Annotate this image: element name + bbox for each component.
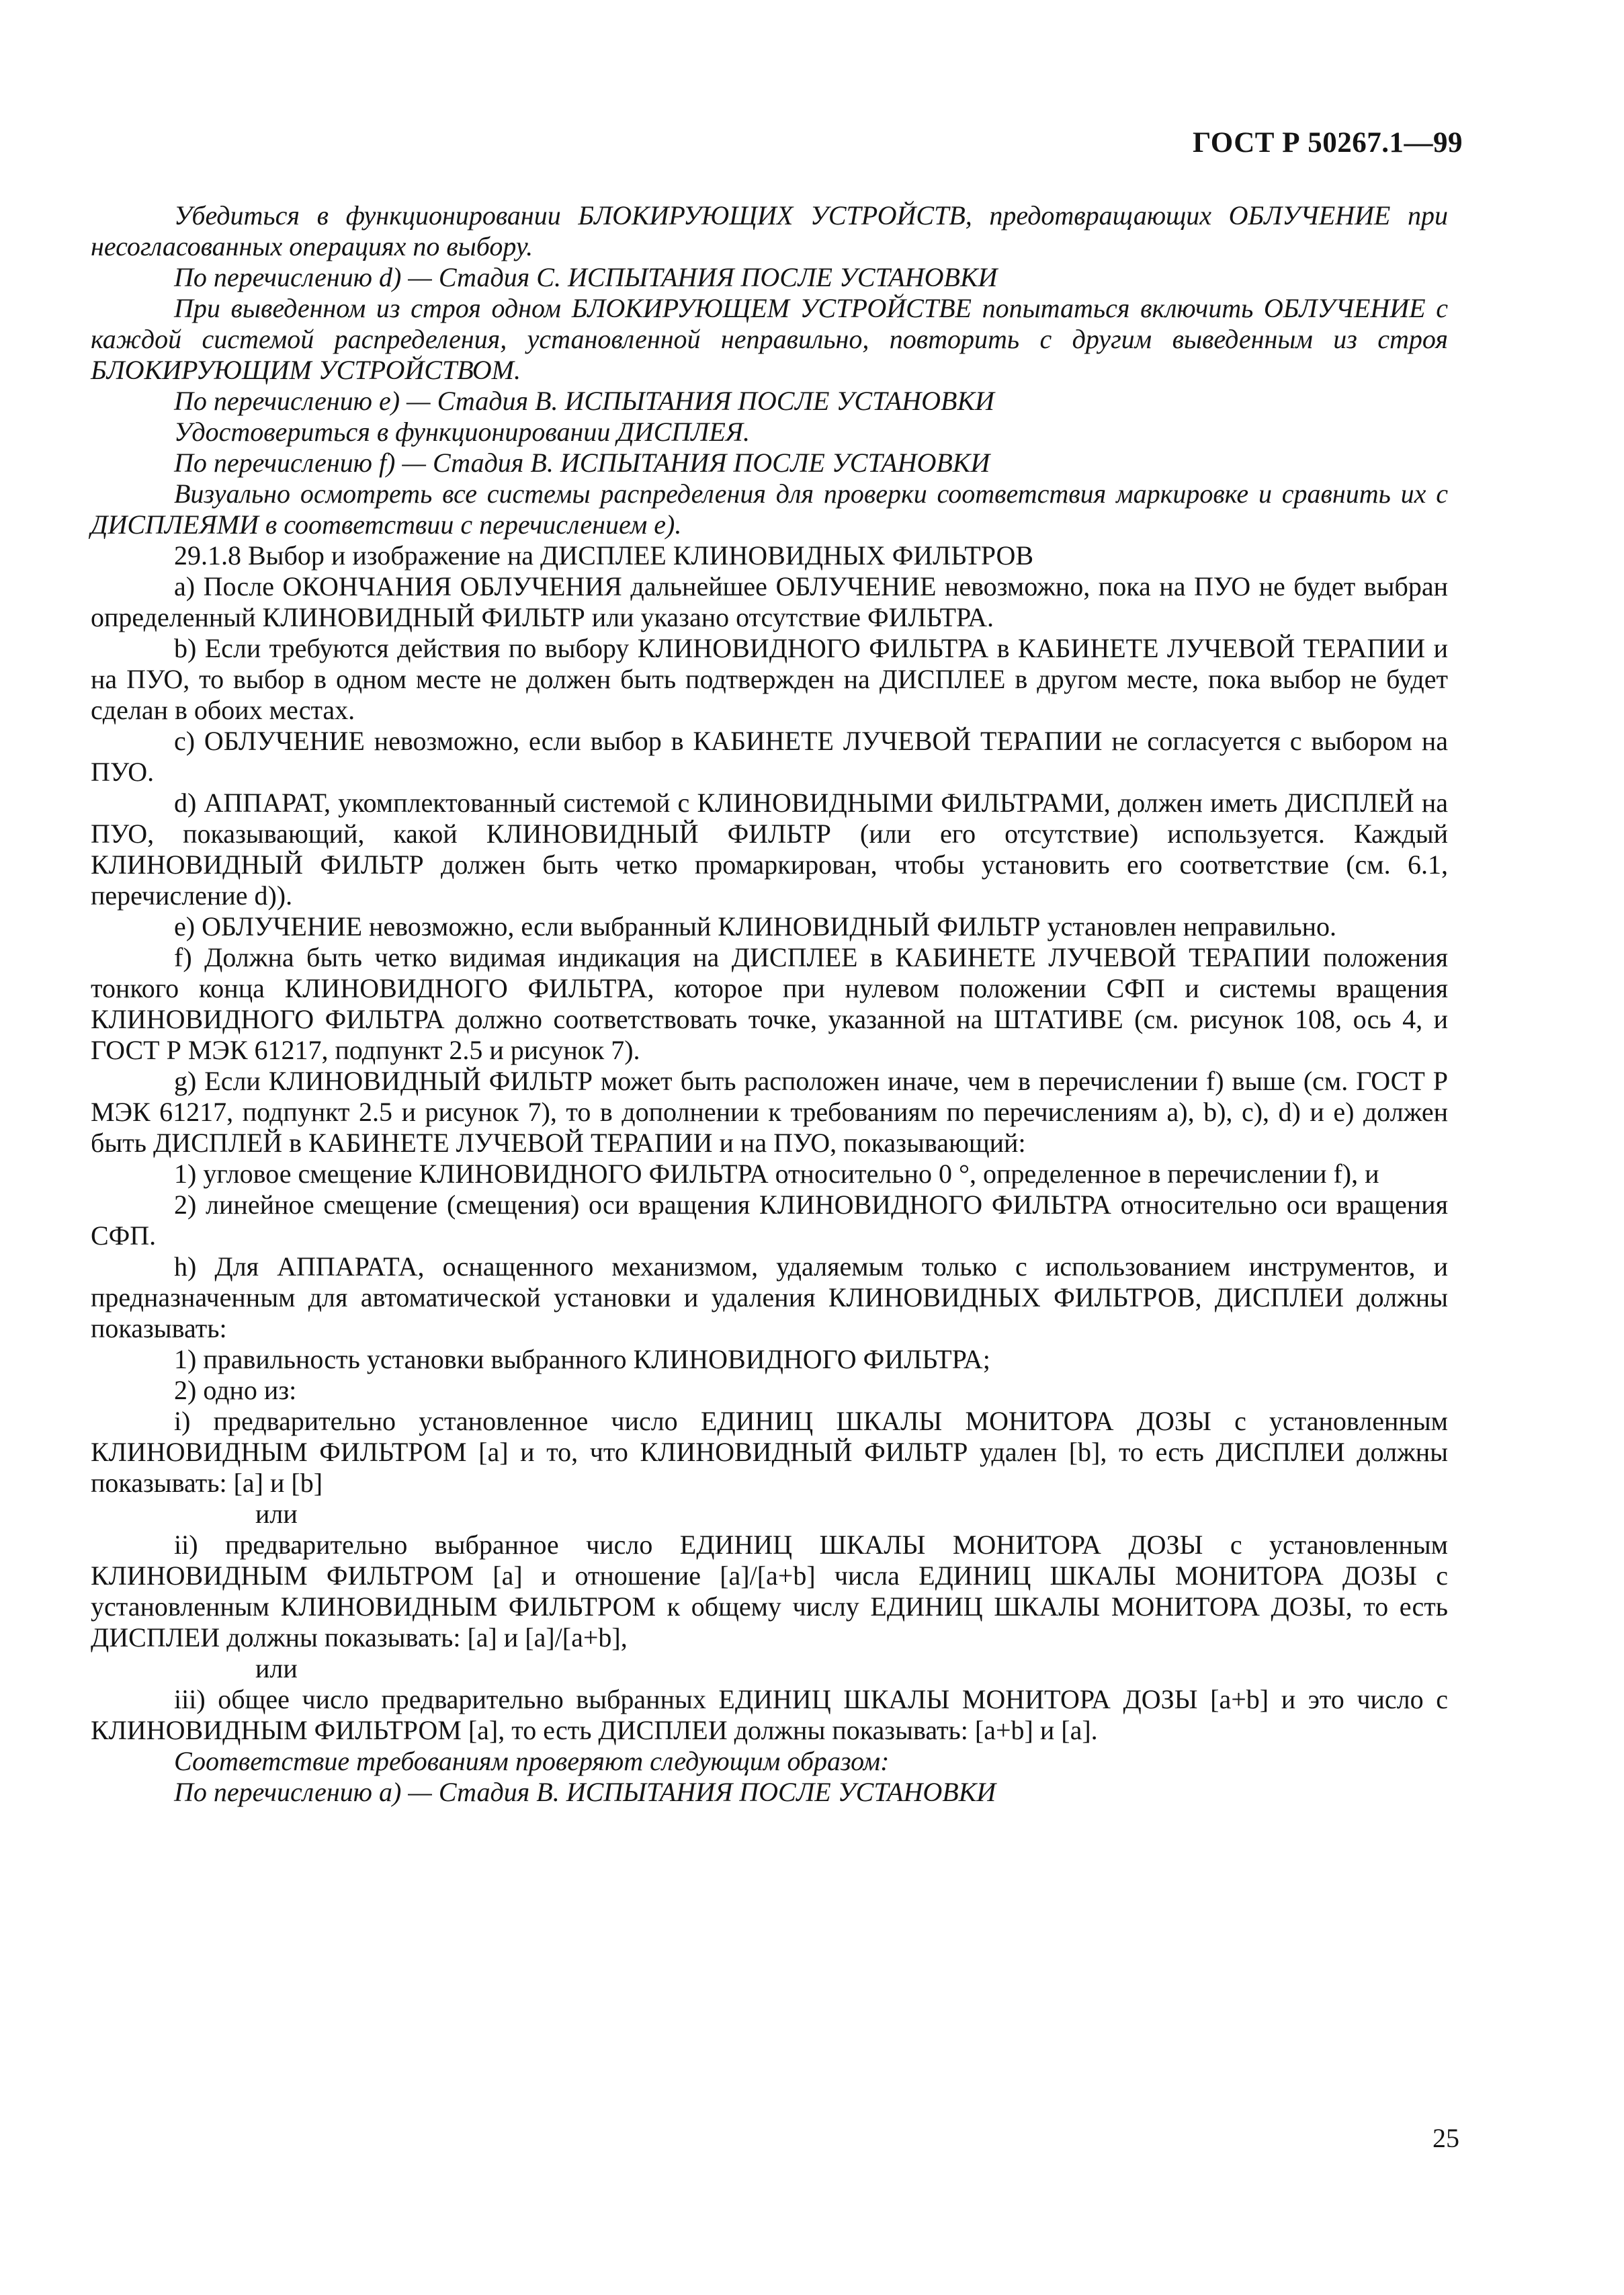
- paragraph: h) Для АППАРАТА, оснащенного механизмом, удаляемым только с использованием инструментов, и предназначенным для автоматической установки и удаления КЛИНОВИДНЫХ ФИЛЬТРОВ, ДИСПЛЕИ должны показывать:: [91, 1251, 1448, 1343]
- paragraph: 2) линейное смещение (смещения) оси вращения КЛИНОВИДНОГО ФИЛЬТРА относительно оси вращения СФП.: [91, 1190, 1448, 1251]
- paragraph: или: [255, 1653, 298, 1683]
- paragraph: Визуально осмотреть все системы распределения для проверки соответствия маркировке и сравнить их с ДИСПЛЕЯМИ в соответствии с перечислением е).: [91, 478, 1448, 540]
- paragraph: По перечислению е) — Стадия В. ИСПЫТАНИЯ ПОСЛЕ УСТАНОВКИ: [174, 386, 994, 416]
- paragraph: 2) одно из:: [174, 1375, 297, 1405]
- paragraph: i) предварительно установленное число ЕДИНИЦ ШКАЛЫ МОНИТОРА ДОЗЫ с установленным КЛИНОВИДНЫМ ФИЛЬТРОМ [а] и то, что КЛИНОВИДНЫЙ ФИЛЬТР удален [b], то есть ДИСПЛЕИ должны показывать: [а] и [b]: [91, 1406, 1448, 1498]
- paragraph: Удостовериться в функционировании ДИСПЛЕЯ.: [174, 417, 751, 447]
- paragraph: f) Должна быть четко видимая индикация на ДИСПЛЕЕ в КАБИНЕТЕ ЛУЧЕВОЙ ТЕРАПИИ положения тонкого конца КЛИНОВИДНОГО ФИЛЬТРА, которое при нулевом положении СФП и системы вращения КЛИНОВИДНОГО ФИЛЬТРА должно соответствовать точке, указанной на ШТАТИВЕ (см. рисунок 108, ось 4, и ГОСТ Р МЭК 61217, подпункт 2.5 и рисунок 7).: [91, 942, 1448, 1065]
- paragraph: iii) общее число предварительно выбранных ЕДИНИЦ ШКАЛЫ МОНИТОРА ДОЗЫ [а+b] и это число с КЛИНОВИДНЫМ ФИЛЬТРОМ [а], то есть ДИСПЛЕИ должны показывать: [а+b] и [а].: [91, 1684, 1448, 1745]
- paragraph: При выведенном из строя одном БЛОКИРУЮЩЕМ УСТРОЙСТВЕ попытаться включить ОБЛУЧЕНИЕ с каждой системой распределения, установленной неправильно, повторить с другим выведенным из строя БЛОКИРУЮЩИМ УСТРОЙСТВОМ.: [91, 293, 1448, 385]
- paragraph: ii) предварительно выбранное число ЕДИНИЦ ШКАЛЫ МОНИТОРА ДОЗЫ с установленным КЛИНОВИДНЫМ ФИЛЬТРОМ [а] и отношение [а]/[а+b] числа ЕДИНИЦ ШКАЛЫ МОНИТОРА ДОЗЫ с установленным КЛИНОВИДНЫМ ФИЛЬТРОМ к общему числу ЕДИНИЦ ШКАЛЫ МОНИТОРА ДОЗЫ, то есть ДИСПЛЕИ должны показывать: [а] и [а]/[а+b],: [91, 1530, 1448, 1653]
- paragraph: b) Если требуются действия по выбору КЛИНОВИДНОГО ФИЛЬТРА в КАБИНЕТЕ ЛУЧЕВОЙ ТЕРАПИИ и на ПУО, то выбор в одном месте не должен быть подтвержден на ДИСПЛЕЕ в другом месте, пока выбор не будет сделан в обоих местах.: [91, 633, 1448, 725]
- section-heading: 29.1.8 Выбор и изображение на ДИСПЛЕЕ КЛИНОВИДНЫХ ФИЛЬТРОВ: [174, 540, 1034, 571]
- paragraph: 1) правильность установки выбранного КЛИНОВИДНОГО ФИЛЬТРА;: [174, 1344, 990, 1374]
- paragraph: или: [255, 1499, 298, 1529]
- paragraph: По перечислению d) — Стадия С. ИСПЫТАНИЯ ПОСЛЕ УСТАНОВКИ: [174, 262, 998, 292]
- paragraph: с) ОБЛУЧЕНИЕ невозможно, если выбор в КАБИНЕТЕ ЛУЧЕВОЙ ТЕРАПИИ не согласуется с выбором на ПУО.: [91, 726, 1448, 787]
- document-header: ГОСТ Р 50267.1—99: [1192, 127, 1463, 159]
- paragraph: g) Если КЛИНОВИДНЫЙ ФИЛЬТР может быть расположен иначе, чем в перечислении f) выше (см. ГОСТ Р МЭК 61217, подпункт 2.5 и рисунок 7), то в дополнении к требованиям по перечислениям а), b), с), d) и е) должен быть ДИСПЛЕЙ в КАБИНЕТЕ ЛУЧЕВОЙ ТЕРАПИИ и на ПУО, показывающий:: [91, 1066, 1448, 1158]
- paragraph: d) АППАРАТ, укомплектованный системой с КЛИНОВИДНЫМИ ФИЛЬТРАМИ, должен иметь ДИСПЛЕЙ на ПУО, показывающий, какой КЛИНОВИДНЫЙ ФИЛЬТР (или его отсутствие) используется. Каждый КЛИНОВИДНЫЙ ФИЛЬТР должен быть четко промаркирован, чтобы установить его соответствие (см. 6.1, перечисление d)).: [91, 788, 1448, 911]
- paragraph: е) ОБЛУЧЕНИЕ невозможно, если выбранный КЛИНОВИДНЫЙ ФИЛЬТР установлен неправильно.: [174, 911, 1337, 942]
- paragraph: Убедиться в функционировании БЛОКИРУЮЩИХ УСТРОЙСТВ, предотвращающих ОБЛУЧЕНИЕ при несогласованных операциях по выбору.: [91, 200, 1448, 261]
- paragraph: 1) угловое смещение КЛИНОВИДНОГО ФИЛЬТРА относительно 0 °, определенное в перечислении f), и: [174, 1159, 1379, 1189]
- paragraph: По перечислению f) — Стадия В. ИСПЫТАНИЯ ПОСЛЕ УСТАНОВКИ: [174, 448, 990, 478]
- paragraph: а) После ОКОНЧАНИЯ ОБЛУЧЕНИЯ дальнейшее ОБЛУЧЕНИЕ невозможно, пока на ПУО не будет выбран определенный КЛИНОВИДНЫЙ ФИЛЬТР или указано отсутствие ФИЛЬТРА.: [91, 571, 1448, 632]
- page-number: 25: [1433, 2123, 1459, 2153]
- paragraph: Соответствие требованиям проверяют следующим образом:: [174, 1746, 890, 1776]
- document-body: [91, 200, 1448, 1808]
- paragraph: По перечислению а) — Стадия В. ИСПЫТАНИЯ ПОСЛЕ УСТАНОВКИ: [174, 1777, 996, 1807]
